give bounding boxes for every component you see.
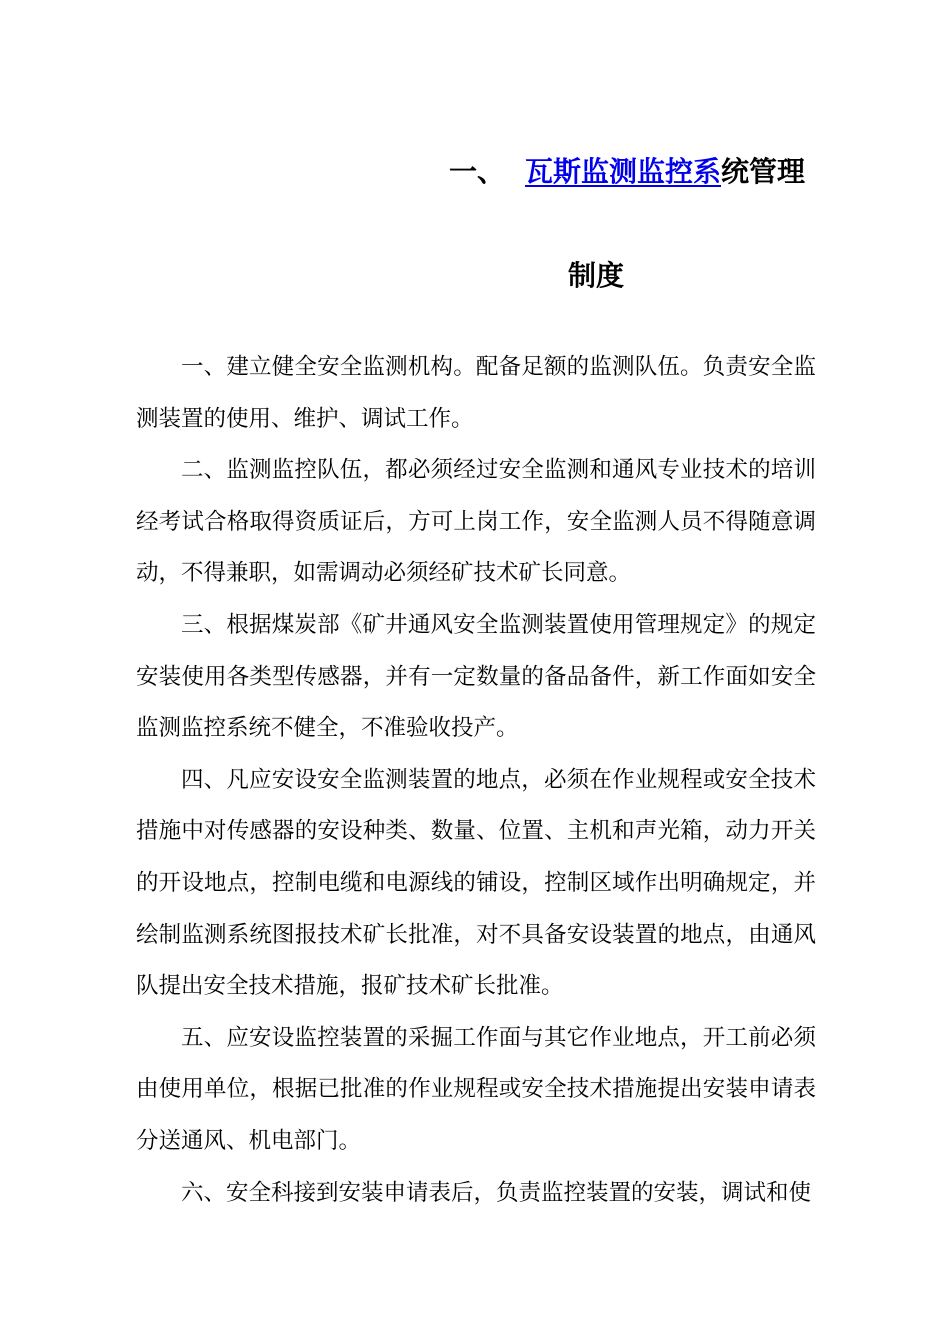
document-title-line2: 制度 (568, 259, 625, 292)
paragraph-3: 三、根据煤炭部《矿井通风安全监测装置使用管理规定》的规定安装使用各类型传感器，并有一定数量的备品备件，新工作面如安全监测监控系统不健全，不准验收投产。 (136, 611, 816, 742)
title-number: 一、 (449, 155, 506, 188)
paragraph-4: 四、凡应安设安全监测装置的地点，必须在作业规程或安全技术措施中对传感器的安设种类、数量、位置、主机和声光箱，动力开关的开设地点，控制电缆和电源线的铺设，控制区域作出明确规定，并绘制监测系统图报技术矿长批准，对不具备安设装置的地点，由通风队提出安全技术措施，报矿技术矿长批准。 (136, 766, 816, 1000)
paragraph-5: 五、应安设监控装置的采掘工作面与其它作业地点，开工前必须由使用单位，根据已批准的作业规程或安全技术措施提出安装申请表分送通风、机电部门。 (136, 1024, 816, 1154)
document-body (136, 342, 816, 1219)
paragraph-6: 六、安全科接到安装申请表后，负责监控装置的安装，调试和使 (181, 1179, 812, 1206)
title-rest: 统管理 (721, 155, 806, 188)
paragraph-2: 二、监测监控队伍，都必须经过安全监测和通风专业技术的培训经考试合格取得资质证后，方可上岗工作，安全监测人员不得随意调动，不得兼职，如需调动必须经矿技术矿长同意。 (136, 457, 816, 587)
paragraph-1: 一、建立健全安全监测机构。配备足额的监测队伍。负责安全监测装置的使用、维护、调试工作。 (136, 354, 816, 432)
title-link[interactable]: 瓦斯监测监控系 (525, 155, 722, 188)
document-title (449, 150, 805, 194)
